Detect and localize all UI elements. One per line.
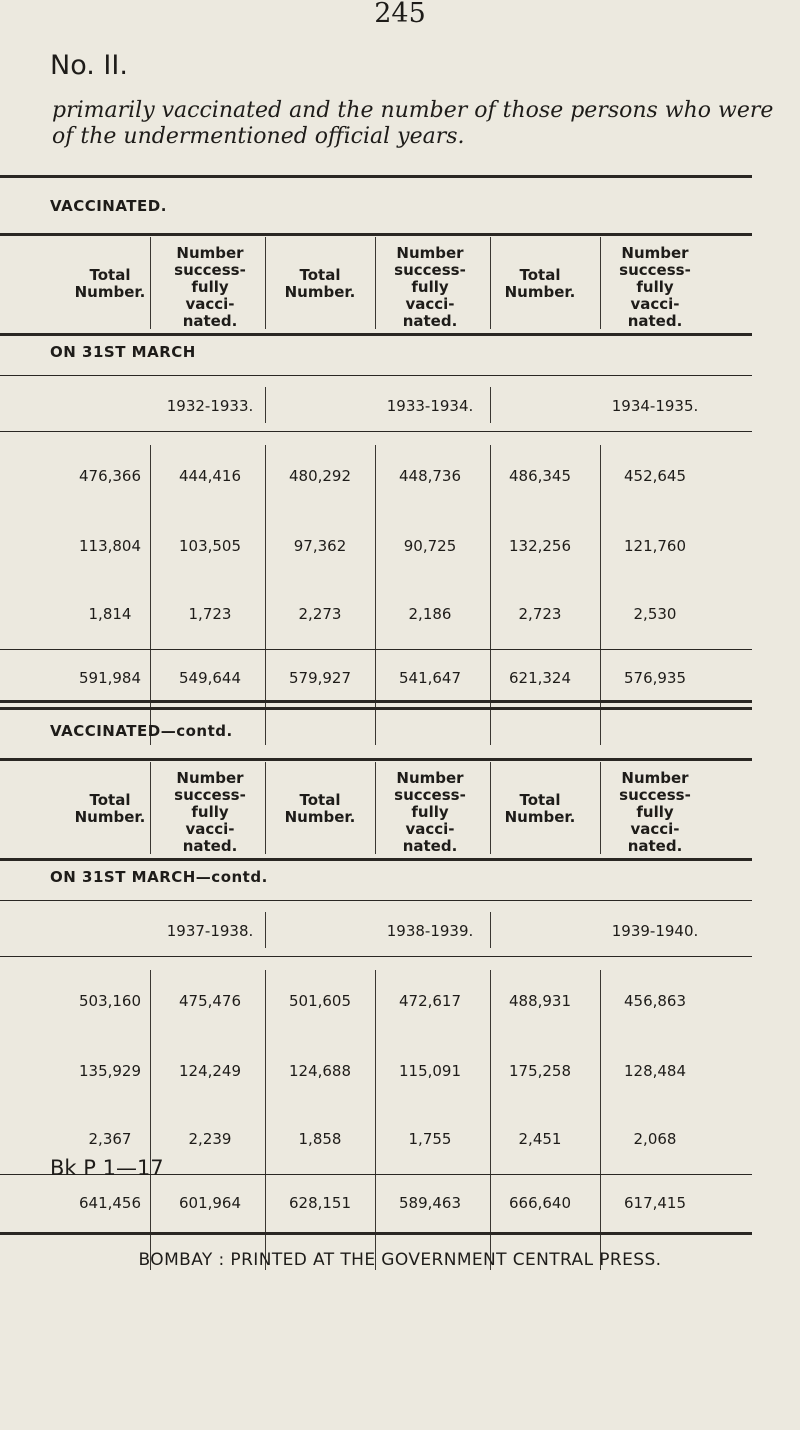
table-cell: 480,292 — [288, 467, 352, 485]
table-cell: 1,723 — [188, 605, 232, 623]
table-cell: 124,688 — [288, 1062, 352, 1080]
table-cell: 591,984 — [78, 669, 142, 687]
table-cell: 503,160 — [78, 992, 142, 1010]
table-cell: 1,814 — [88, 605, 132, 623]
table-caption: VACCINATED—contd. — [50, 722, 233, 740]
table-subcaption: ON 31ST MARCH—contd. — [50, 868, 268, 886]
period-label: 1933-1934. — [386, 397, 474, 415]
column-header: Number success- fully vacci- nated. — [394, 769, 466, 855]
period-top-rule — [0, 375, 752, 376]
table-cell: 175,258 — [508, 1062, 572, 1080]
period-top-rule — [0, 900, 752, 901]
header-column-separator — [265, 762, 266, 854]
table-cell: 621,324 — [508, 669, 572, 687]
printer-line: BOMBAY : PRINTED AT THE GOVERNMENT CENTRAL PRESS. — [138, 1250, 662, 1270]
table-cell: 501,605 — [288, 992, 352, 1010]
table-cell: 456,863 — [623, 992, 687, 1010]
table-cell: 617,415 — [623, 1194, 687, 1212]
column-header: Total Number. — [284, 266, 356, 301]
table-cell: 472,617 — [398, 992, 462, 1010]
table-cell: 1,858 — [298, 1130, 342, 1148]
table-cell: 113,804 — [78, 537, 142, 555]
table-top-rule — [0, 700, 752, 703]
body-column-separator — [265, 970, 266, 1270]
header-column-separator — [490, 762, 491, 854]
table-cell: 452,645 — [623, 467, 687, 485]
header-column-separator — [600, 762, 601, 854]
table-cell: 628,151 — [288, 1194, 352, 1212]
header-column-separator — [375, 237, 376, 329]
table-cell: 549,644 — [178, 669, 242, 687]
table-cell: 576,935 — [623, 669, 687, 687]
page-subtitle: primarily vaccinated and the number of those persons who were of the undermentioned official years. — [52, 98, 774, 149]
header-column-separator — [375, 762, 376, 854]
table-bottom-rule — [0, 1232, 752, 1235]
header-top-rule — [0, 758, 752, 761]
column-header: Total Number. — [74, 266, 146, 301]
table-cell: 2,367 — [88, 1130, 132, 1148]
table-cell: 2,186 — [408, 605, 452, 623]
column-header: Total Number. — [74, 791, 146, 826]
header-column-separator — [265, 237, 266, 329]
table-cell: 476,366 — [78, 467, 142, 485]
period-bottom-rule — [0, 956, 752, 957]
period-separator — [265, 912, 266, 948]
table-cell: 486,345 — [508, 467, 572, 485]
body-column-separator — [150, 970, 151, 1270]
period-bottom-rule — [0, 431, 752, 432]
column-header: Total Number. — [504, 266, 576, 301]
table-cell: 115,091 — [398, 1062, 462, 1080]
column-header: Number success- fully vacci- nated. — [394, 244, 466, 330]
total-rule — [0, 649, 752, 650]
table-cell: 128,484 — [623, 1062, 687, 1080]
table-cell: 2,723 — [518, 605, 562, 623]
table-cell: 541,647 — [398, 669, 462, 687]
body-column-separator — [600, 970, 601, 1270]
table-cell: 1,755 — [408, 1130, 452, 1148]
table-subcaption: ON 31ST MARCH — [50, 343, 196, 361]
table-cell: 589,463 — [398, 1194, 462, 1212]
table-cell: 124,249 — [178, 1062, 242, 1080]
table-cell: 448,736 — [398, 467, 462, 485]
table-cell: 601,964 — [178, 1194, 242, 1212]
table-bottom-rule — [0, 707, 752, 710]
header-bottom-rule — [0, 333, 752, 336]
header-column-separator — [150, 237, 151, 329]
table-cell: 2,273 — [298, 605, 342, 623]
body-column-separator — [490, 970, 491, 1270]
document-number: No. II. — [50, 50, 128, 81]
table-cell: 666,640 — [508, 1194, 572, 1212]
period-label: 1932-1933. — [166, 397, 254, 415]
column-header: Number success- fully vacci- nated. — [619, 244, 691, 330]
period-separator — [265, 387, 266, 423]
period-label: 1939-1940. — [611, 922, 699, 940]
table-caption: VACCINATED. — [50, 197, 167, 215]
body-column-separator — [375, 970, 376, 1270]
table-cell: 97,362 — [293, 537, 347, 555]
table-cell: 2,068 — [633, 1130, 677, 1148]
table-cell: 475,476 — [178, 992, 242, 1010]
table-cell: 2,451 — [518, 1130, 562, 1148]
header-column-separator — [490, 237, 491, 329]
header-column-separator — [600, 237, 601, 329]
table-cell: 135,929 — [78, 1062, 142, 1080]
table-cell: 2,530 — [633, 605, 677, 623]
header-top-rule — [0, 233, 752, 236]
header-bottom-rule — [0, 858, 752, 861]
page-number: 245 — [374, 0, 426, 29]
table-cell: 121,760 — [623, 537, 687, 555]
column-header: Number success- fully vacci- nated. — [174, 769, 246, 855]
table-top-rule — [0, 175, 752, 178]
column-header: Number success- fully vacci- nated. — [619, 769, 691, 855]
table-cell: 132,256 — [508, 537, 572, 555]
table-cell: 579,927 — [288, 669, 352, 687]
table-cell: 2,239 — [188, 1130, 232, 1148]
period-label: 1937-1938. — [166, 922, 254, 940]
table-cell: 641,456 — [78, 1194, 142, 1212]
table-cell: 90,725 — [403, 537, 457, 555]
period-label: 1938-1939. — [386, 922, 474, 940]
header-column-separator — [150, 762, 151, 854]
footer-code: Bk P 1—17 — [50, 1156, 164, 1180]
table-cell: 444,416 — [178, 467, 242, 485]
column-header: Total Number. — [504, 791, 576, 826]
period-label: 1934-1935. — [611, 397, 699, 415]
table-cell: 488,931 — [508, 992, 572, 1010]
table-cell: 103,505 — [178, 537, 242, 555]
period-separator — [490, 387, 491, 423]
column-header: Number success- fully vacci- nated. — [174, 244, 246, 330]
period-separator — [490, 912, 491, 948]
column-header: Total Number. — [284, 791, 356, 826]
